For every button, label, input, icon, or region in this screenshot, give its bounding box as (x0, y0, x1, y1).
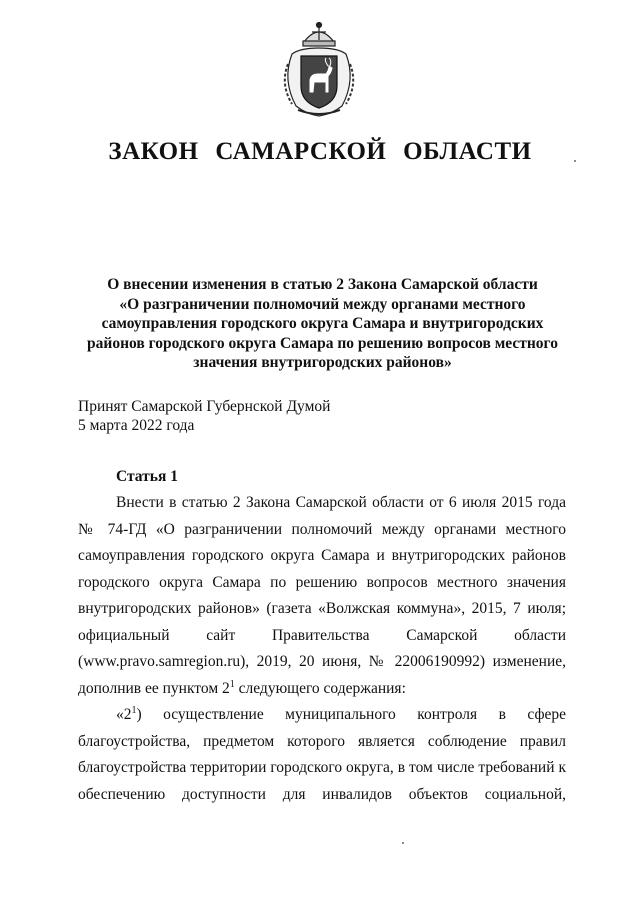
scan-speck (574, 160, 576, 162)
paragraph-text-tail: следующего содержания: (234, 679, 406, 697)
point-text: ) осуществление муниципального контроля в сфере благоустройства, предметом которого является соблюдение правил благоустройства территории городского округа, в том числе требований к обеспечению доступности для инвалидов объектов социальной, (78, 706, 566, 803)
superscript: 1 (229, 678, 235, 690)
paragraph-text: Внести в статью 2 Закона Самарской области от 6 июля 2015 года № 74-ГД «О разграничении полномочий между органами местного самоуправления городского округа Самара и внутригородских районов городского округа Самара по решению вопросов местного значения внутригородских районов» (газета «Волжская коммуна», 2015, 7 июля; официальный сайт Правительства Самарской области (www.pravo.samregion.ru), 2019, 20 июня, № 22006190992) изменение, дополнив ее пунктом 2 (78, 494, 566, 697)
adopted-by: Принят Самарской Губернской Думой (78, 398, 331, 415)
law-title: ЗАКОН САМАРСКОЙ ОБЛАСТИ (108, 138, 532, 165)
article-title: Статья 1 (116, 468, 178, 485)
subject-line: О внесении изменения в статью 2 Закона Самарской области (107, 276, 538, 293)
paragraph-amendment (78, 490, 566, 702)
point-open: «2 (116, 706, 132, 723)
samara-coat-of-arms-icon (278, 20, 360, 118)
subject-line: «О разграничении полномочий между органами местного (119, 295, 526, 313)
superscript: 1 (131, 704, 137, 716)
adoption-date: 5 марта 2022 года (78, 417, 195, 434)
paragraph-point (78, 702, 566, 808)
subject-line: значения внутригородских районов» (193, 354, 452, 371)
scan-speck (402, 842, 404, 844)
subject-line: самоуправления городского округа Самара и внутригородских (101, 315, 544, 332)
law-subject (80, 275, 565, 373)
subject-line: районов городского округа Самара по решению вопросов местного (87, 334, 558, 352)
article-body (78, 490, 566, 808)
adoption-info (78, 397, 330, 435)
